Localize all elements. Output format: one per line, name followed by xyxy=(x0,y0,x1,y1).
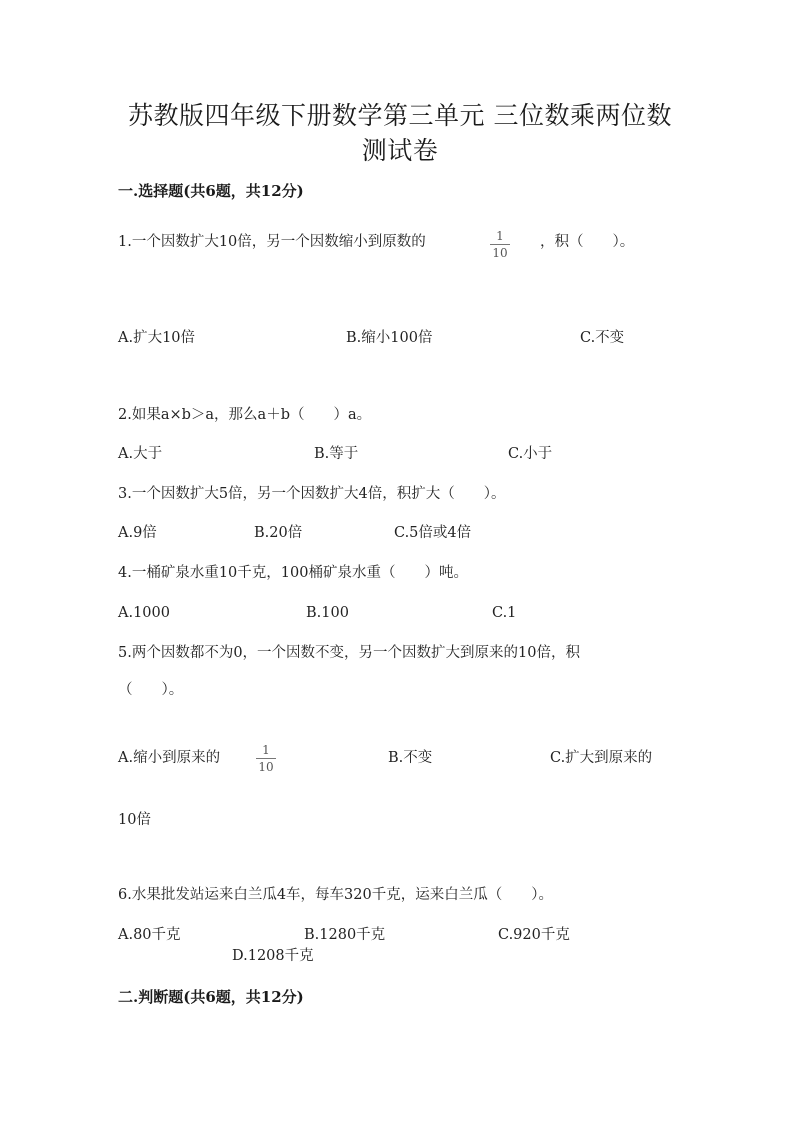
section-heading-judgement: 二.判断题(共6题，共12分) xyxy=(118,988,304,1006)
question-5-stem-line2: （ ）。 xyxy=(118,682,184,698)
question-3-option-c[interactable]: C.5倍或4倍 xyxy=(394,525,472,541)
question-2-stem: 2.如果a×b＞a，那么a＋b（ ）a。 xyxy=(118,407,372,423)
question-5-option-c-continued: 10倍 xyxy=(118,812,151,828)
question-6-stem: 6.水果批发站运来白兰瓜4车，每车320千克，运来白兰瓜（ ）。 xyxy=(118,887,553,903)
question-2-option-c[interactable]: C.小于 xyxy=(508,446,553,462)
question-2-option-b[interactable]: B.等于 xyxy=(314,446,359,462)
fraction-bar xyxy=(490,244,510,245)
question-4-option-a[interactable]: A.1000 xyxy=(118,605,170,621)
question-1-stem: 1.一个因数扩大10倍，另一个因数缩小到原数的 xyxy=(118,234,426,250)
question-4-option-b[interactable]: B.100 xyxy=(306,605,349,621)
question-1-option-b[interactable]: B.缩小100倍 xyxy=(346,330,433,346)
page-title-line2: 测试卷 xyxy=(361,136,439,165)
fraction-denominator: 10 xyxy=(258,760,274,774)
question-5-option-a[interactable]: A.缩小到原来的 xyxy=(118,750,221,766)
question-1-option-c[interactable]: C.不变 xyxy=(580,330,625,346)
fraction-numerator: 1 xyxy=(496,229,504,243)
question-1-option-a[interactable]: A.扩大10倍 xyxy=(118,330,196,346)
question-3-option-a[interactable]: A.9倍 xyxy=(118,525,157,541)
question-2-option-a[interactable]: A.大于 xyxy=(118,446,163,462)
question-5-stem: 5.两个因数都不为0，一个因数不变，另一个因数扩大到原来的10倍，积 xyxy=(118,645,581,661)
fraction-bar xyxy=(256,758,276,759)
question-6-option-a[interactable]: A.80千克 xyxy=(118,927,181,943)
question-5-option-c[interactable]: C.扩大到原来的 xyxy=(550,750,653,766)
question-3-stem: 3.一个因数扩大5倍，另一个因数扩大4倍，积扩大（ ）。 xyxy=(118,486,506,502)
question-1-fraction xyxy=(488,229,512,260)
fraction-denominator: 10 xyxy=(492,246,508,260)
question-6-option-b[interactable]: B.1280千克 xyxy=(304,927,386,943)
question-3-option-b[interactable]: B.20倍 xyxy=(254,525,303,541)
question-4-stem: 4.一桶矿泉水重10千克，100桶矿泉水重（ ）吨。 xyxy=(118,565,468,581)
page-title: 苏教版四年级下册数学第三单元 三位数乘两位数 xyxy=(128,101,672,130)
section-heading-choice: 一.选择题(共6题，共12分) xyxy=(118,182,304,200)
question-4-option-c[interactable]: C.1 xyxy=(492,605,517,621)
question-6-option-d[interactable]: D.1208千克 xyxy=(232,948,314,964)
question-5-option-b[interactable]: B.不变 xyxy=(388,750,433,766)
question-5-fraction xyxy=(254,743,278,774)
question-1-stem-end: ，积（ ）。 xyxy=(540,234,635,250)
fraction-numerator: 1 xyxy=(262,743,270,757)
question-6-option-c[interactable]: C.920千克 xyxy=(498,927,570,943)
